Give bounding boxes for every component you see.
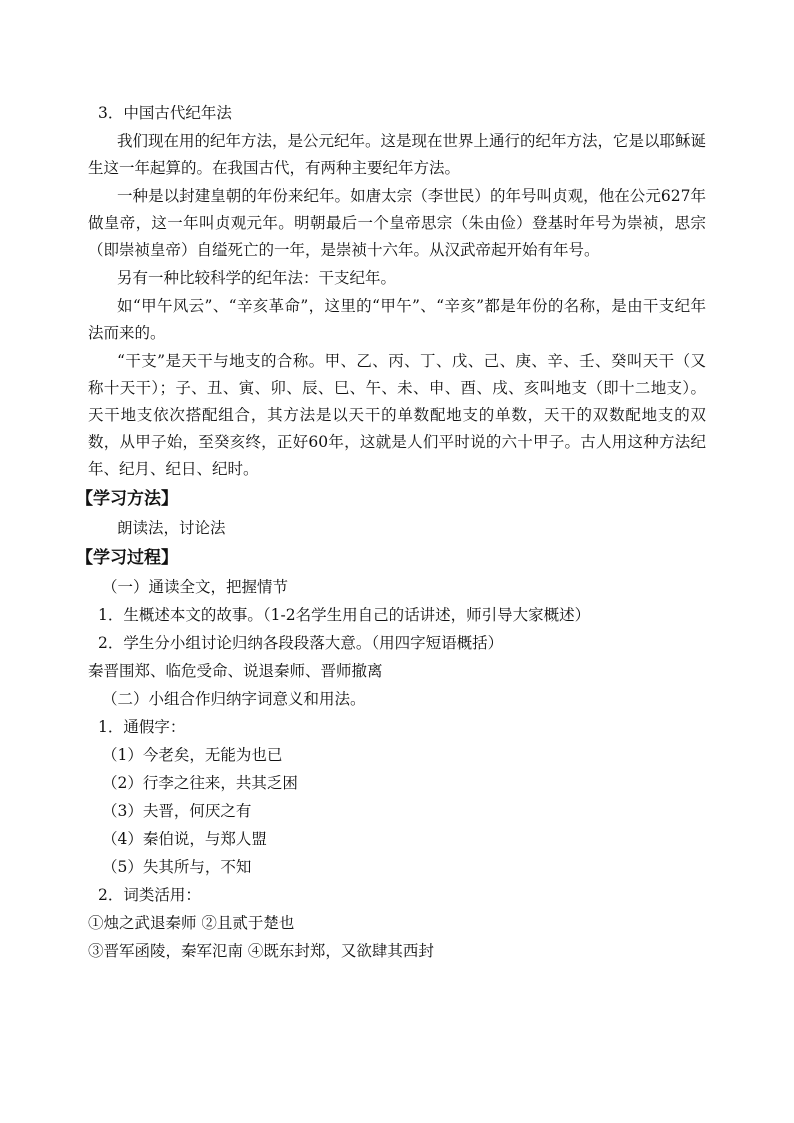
tongjia-item: （1）今老矣，无能为也已 (102, 746, 283, 764)
section-title: 3．中国古代纪年法 (98, 104, 232, 122)
tongjia-item: （3）夫晋，何厌之有 (102, 802, 252, 820)
cilei-title: 2．词类活用： (98, 886, 201, 904)
paragraph-reign-era: 一种是以封建皇朝的年份来纪年。如唐太宗（李世民）的年号叫贞观，他在公元627年做皇帝，这一年叫贞观元年。明朝最后一个皇帝思宗（朱由俭）登基时年号为崇祯，思宗（即崇祯皇帝）自缢死亡的一年，是崇祯十六年。从汉武帝起开始有年号。 (88, 187, 706, 259)
process-item-2: 2．学生分小组讨论归纳各段段落大意。（用四字短语概括） (98, 634, 504, 652)
paragraph-gregorian: 我们现在用的纪年方法，是公元纪年。这是现在世界上通行的纪年方法，它是以耶稣诞生这一年起算的。在我国古代，有两种主要纪年方法。 (88, 132, 707, 177)
heading-study-process: 【学习过程】 (76, 548, 178, 568)
paragraph-ganzhi-examples: 如“甲午风云”、“辛亥革命”，这里的“甲午”、“辛亥”都是年份的名称，是由干支纪年法而来的。 (88, 297, 706, 342)
process-item-1: 1．生概述本文的故事。（1-2名学生用自己的话讲述，师引导大家概述） (98, 606, 591, 624)
tongjia-title: 1．通假字： (98, 718, 186, 736)
cilei-line: ③晋军函陵，秦军氾南 ④既东封郑，又欲肆其西封 (88, 942, 434, 960)
document-body (76, 100, 707, 966)
process-part-1: （一）通读全文，把握情节 (102, 578, 289, 596)
process-part-2: （二）小组合作归纳字词意义和用法。 (102, 690, 366, 708)
tongjia-item: （5）失其所与，不知 (102, 858, 252, 876)
tongjia-item: （2）行李之往来，共其乏困 (102, 774, 298, 792)
study-method-text: 朗读法，讨论法 (117, 519, 226, 537)
tongjia-item: （4）秦伯说，与郑人盟 (102, 830, 267, 848)
cilei-line: ①烛之武退秦师 ②且贰于楚也 (88, 914, 295, 932)
paragraph-ganzhi-detail: “干支”是天干与地支的合称。甲、乙、丙、丁、戊、己、庚、辛、壬、癸叫天干（又称十天干）；子、丑、寅、卯、辰、巳、午、未、申、酉、戌、亥叫地支（即十二地支）。天干地支依次搭配组合，其方法是以天干的单数配地支的单数，天干的双数配地支的双数，从甲子始，至癸亥终，正好60年，这就是人们平时说的六十甲子。古人用这种方法纪年、纪月、纪日、纪时。 (88, 352, 706, 478)
process-summary: 秦晋围郑、临危受命、说退秦师、晋师撤离 (88, 662, 383, 680)
heading-study-method: 【学习方法】 (76, 489, 178, 509)
paragraph-ganzhi-intro: 另有一种比较科学的纪年法：干支纪年。 (117, 269, 397, 287)
